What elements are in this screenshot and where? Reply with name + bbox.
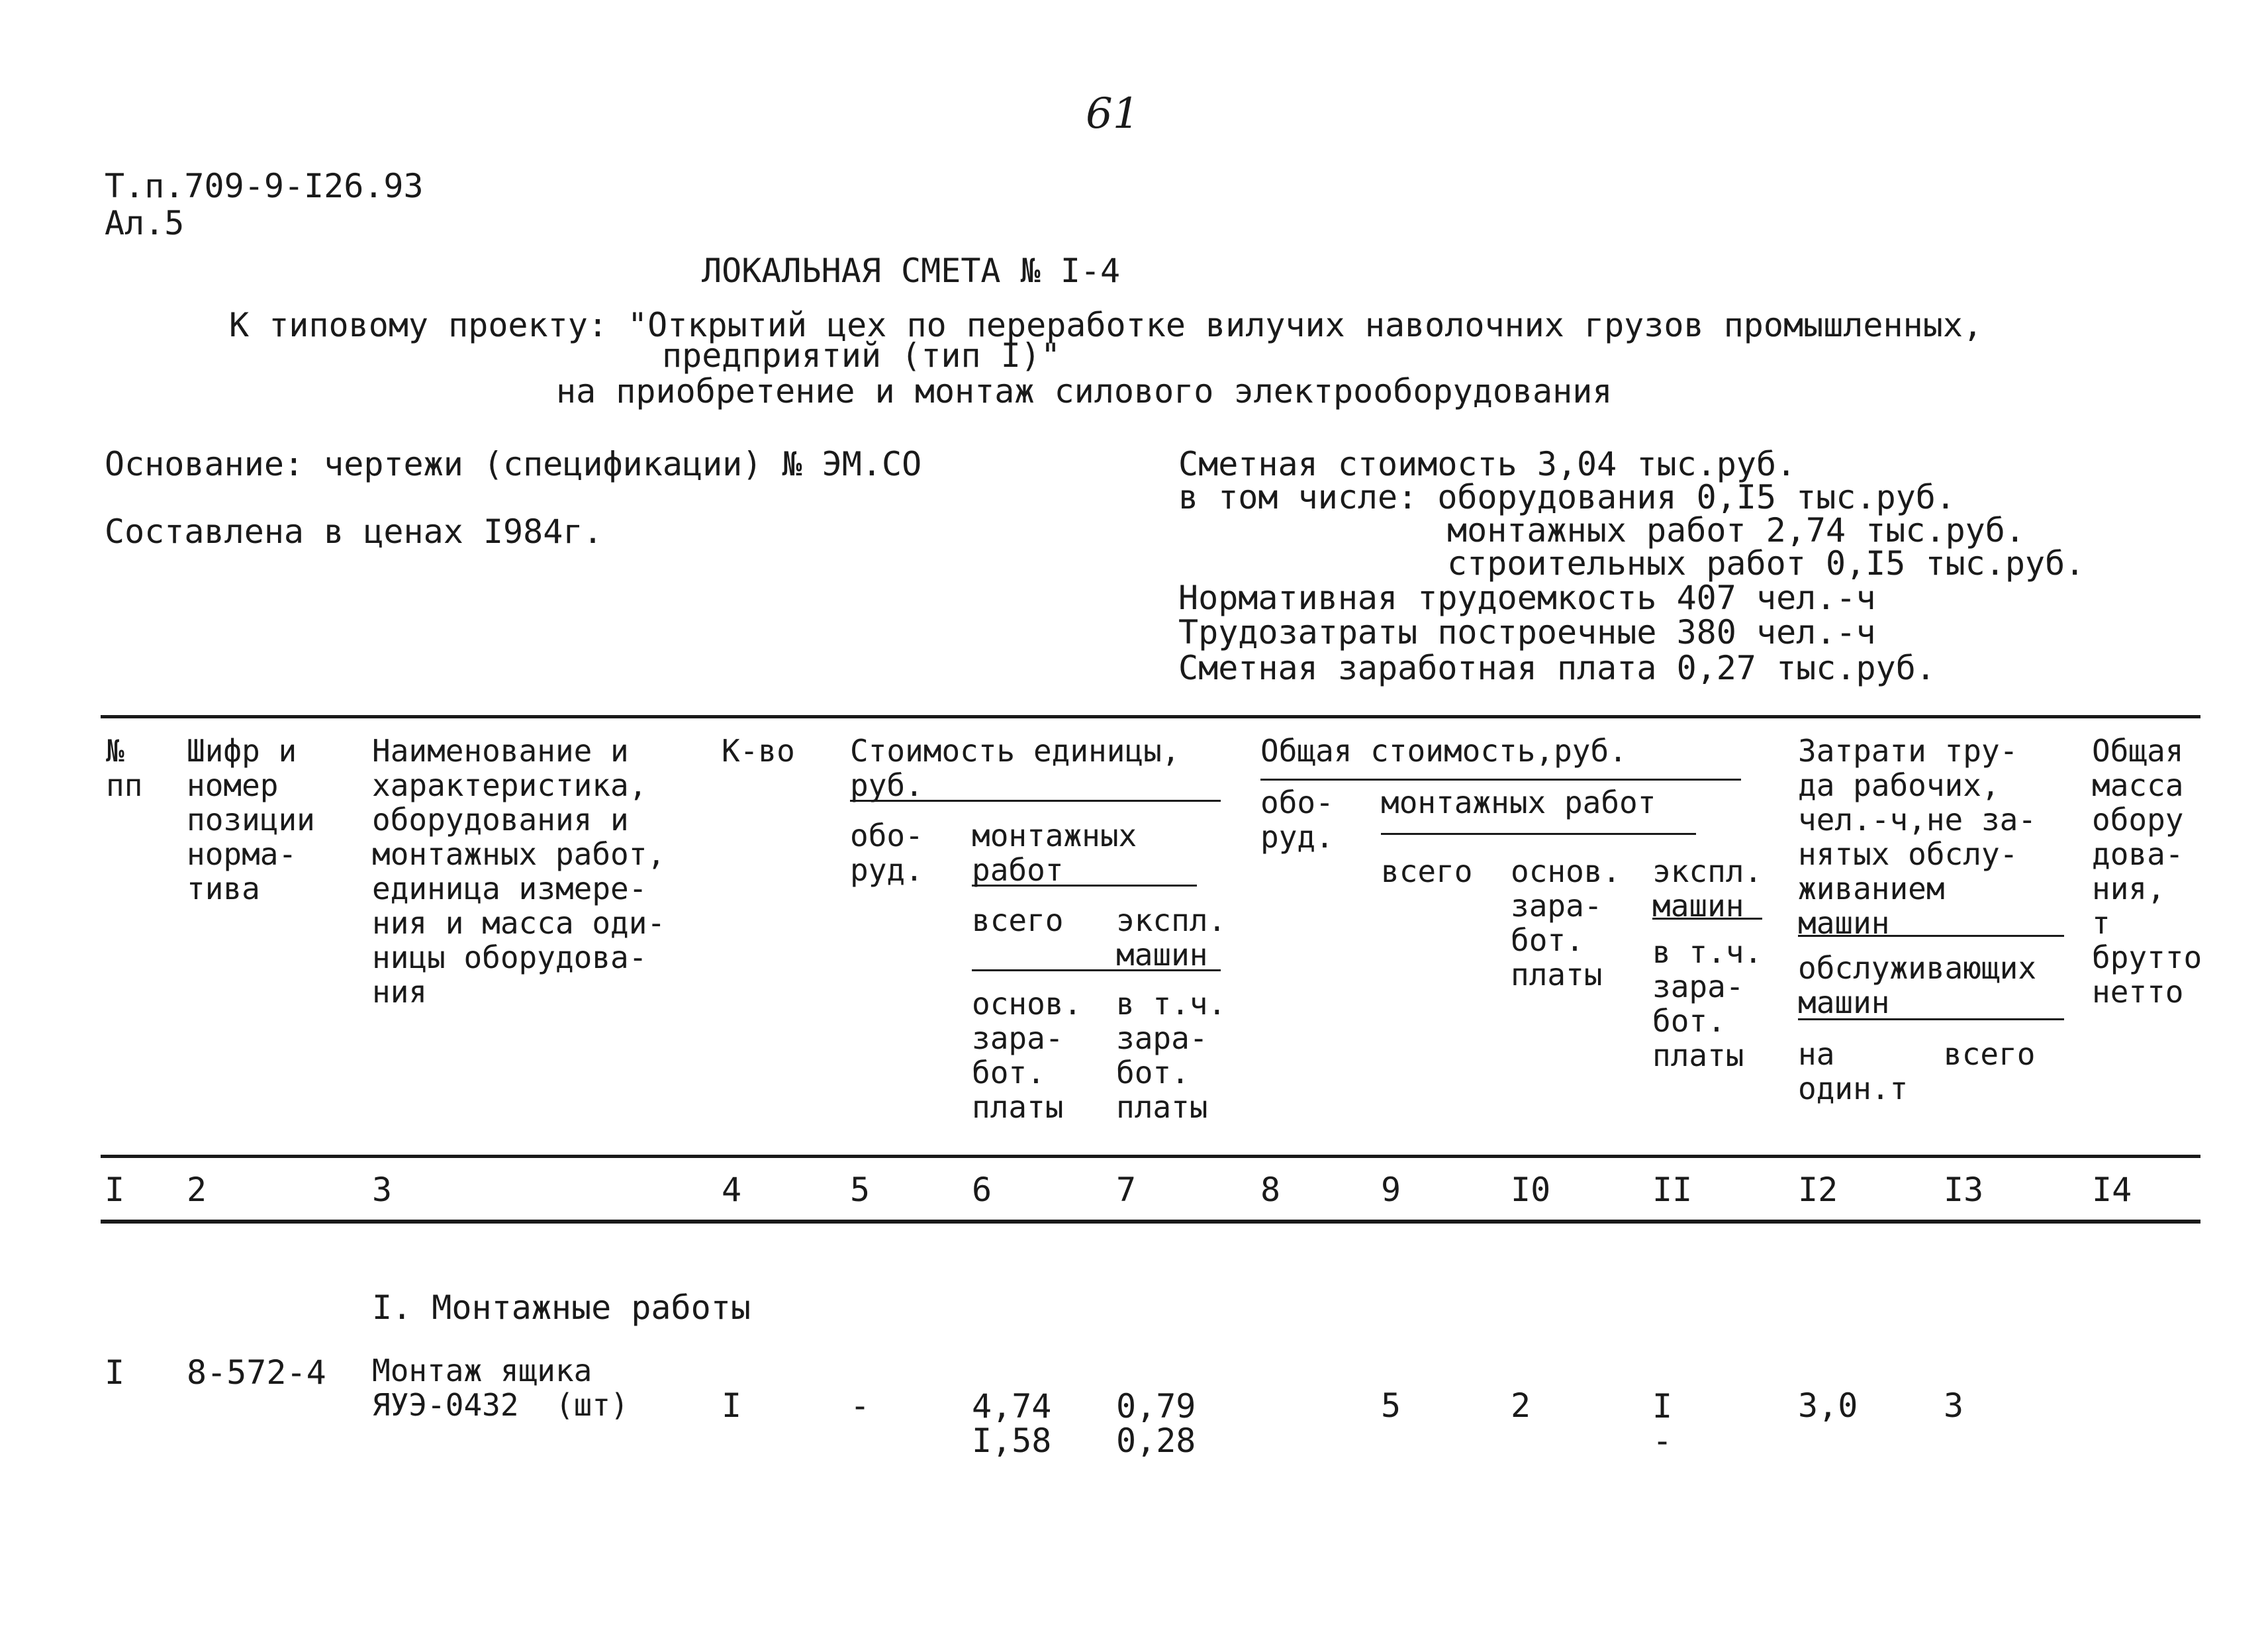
header-col-12: на один.т [1798,1036,1909,1106]
column-number: 3 [372,1171,393,1209]
summary-mounting: монтажных работ 2,74 тыс.руб. [1447,511,2025,550]
header-col-7-sub: в т.ч. зара- бот. платы [1116,986,1227,1125]
header-col-8: обо- руд. [1260,785,1334,855]
header-col-2: Шифр и номер позиции норма- тива [187,733,315,906]
total-mounting-group-rule [1381,833,1696,835]
column-number: II [1652,1171,1693,1209]
column-number: I4 [2092,1171,2132,1209]
column-number: 8 [1260,1171,1281,1209]
column-number: 6 [972,1171,992,1209]
summary-construction: строительных работ 0,I5 тыс.руб. [1447,544,2085,583]
column-number: I0 [1511,1171,1551,1209]
summary-site-labor: Трудозатраты построечные 380 чел.-ч [1178,613,1876,652]
header-total-mounting-group: монтажных работ [1381,785,1656,820]
header-labor-sub: обслуживающих машин [1798,950,2037,1020]
document-code: Т.п.709-9-I26.93 [105,167,424,205]
header-col-4: К-во [722,733,795,769]
column-number: I3 [1944,1171,1984,1209]
row-qty: I [722,1386,742,1425]
row-mount-total: 4,74 I,58 [972,1387,1052,1460]
header-total-cost-group: Общая стоимость,руб. [1260,733,1627,769]
header-col-9: всего [1381,853,1473,889]
header-col-10: основ. зара- бот. платы [1511,853,1621,992]
row-equip-unit: - [850,1386,871,1425]
header-labor-group: Затрати тру- да рабочих, чел.-ч,не за- нятых обслу- живанием машин [1798,733,2037,941]
column-number: 5 [850,1171,871,1209]
summary-norm-labor: Нормативная трудоемкость 407 чел.-ч [1178,579,1876,617]
header-col-13: всего [1944,1036,2036,1072]
column-number: I2 [1798,1171,1838,1209]
header-col-6: всего [972,902,1064,938]
column-number: 2 [187,1171,207,1209]
project-title-line3: на приобретение и монтаж силового электрооборудования [556,372,1613,410]
column-number: 4 [722,1171,742,1209]
row-number: I [105,1353,125,1392]
header-col-1: № пп [106,733,143,803]
table-top-rule [101,715,2200,718]
header-col-5: обо- руд. [850,818,923,888]
summary-cost: Сметная стоимость 3,04 тыс.руб. [1178,445,1797,483]
row-labor-per-unit: 3,0 [1798,1386,1858,1425]
section-title: I. Монтажные работы [372,1288,751,1327]
summary-equipment: в том числе: оборудования 0,I5 тыс.руб. [1178,478,1956,516]
total-cost-group-rule [1260,779,1741,781]
column-number: I [105,1171,125,1209]
project-title-line2: предприятий (тип I)" [662,336,1061,375]
row-total-mounting: 5 [1381,1386,1401,1425]
column-number: 9 [1381,1171,1401,1209]
page-number: 61 [1086,89,1140,138]
header-col-11-sub: в т.ч. зара- бот. платы [1652,934,1763,1073]
row-total-machines: I - [1652,1387,1673,1460]
header-col-11: экспл. машин [1652,853,1763,924]
row-machines: 0,79 0,28 [1116,1387,1196,1460]
header-bottom-rule [101,1155,2200,1158]
estimate-title: ЛОКАЛЬНАЯ СМЕТА № I-4 [702,252,1121,290]
row-name: Монтаж ящика ЯУЭ-0432 (шт) [372,1353,629,1423]
sheet-label: Ал.5 [105,204,185,242]
prices-line: Составлена в ценах I984г. [105,512,603,551]
project-title-line1: К типовому проекту: "Открытий цех по переработке вилучих наволочних грузов промышленных, [229,306,1983,344]
header-col-6-sub: основ. зара- бот. платы [972,986,1082,1125]
row-labor-total: 3 [1944,1386,1964,1425]
header-unit-mounting-group: монтажных работ [972,818,1137,888]
header-col-3: Наименование и характеристика, оборудования и монтажных работ, единица измере- ния и масса оди- ницы оборудова- ния [372,733,666,1010]
basis-line: Основание: чертежи (спецификации) № ЭМ.СО [105,445,922,483]
header-col-7: экспл. машин [1116,902,1227,973]
row-code: 8-572-4 [187,1353,326,1392]
header-col-14: Общая масса обору дова- ния, т брутто нетто [2092,733,2202,1010]
column-number: 7 [1116,1171,1137,1209]
numbers-bottom-rule [101,1220,2200,1224]
row-total-wages: 2 [1511,1386,1531,1425]
header-unit-cost-group: Стоимость единицы, руб. [850,733,1180,803]
summary-wages: Сметная заработная плата 0,27 тыс.руб. [1178,649,1936,687]
